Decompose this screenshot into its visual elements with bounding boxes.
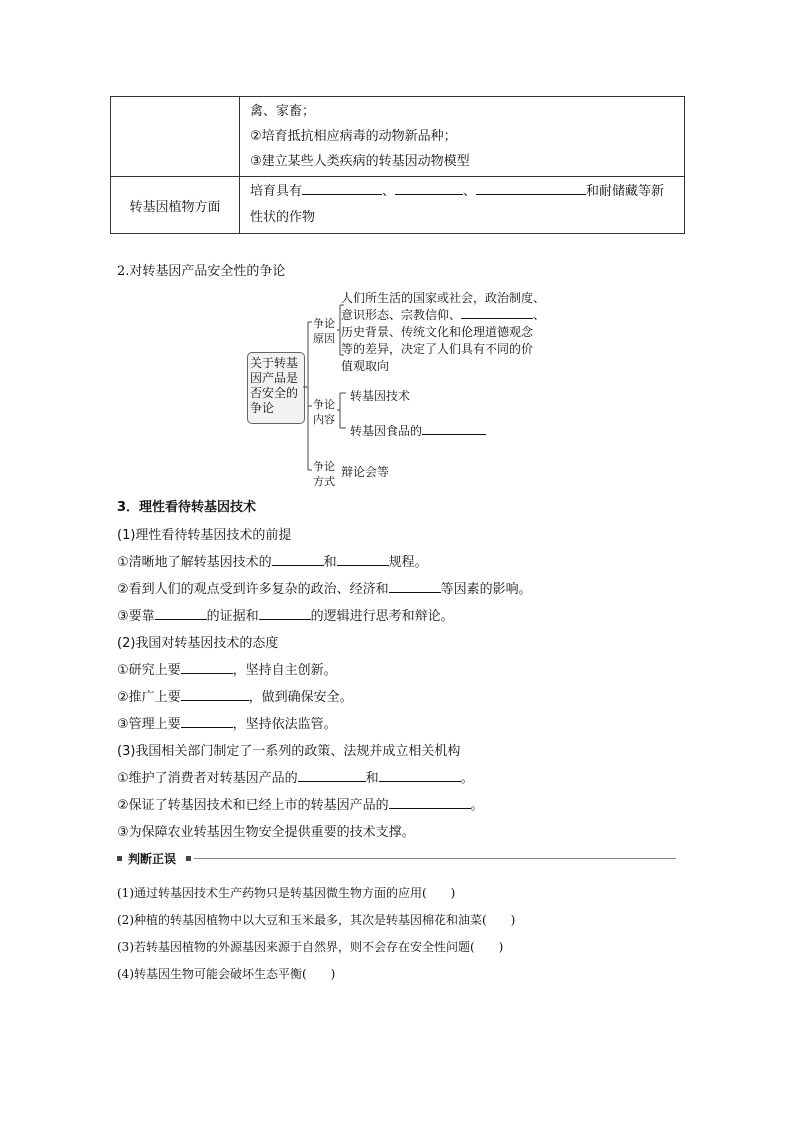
branch-label-method — [313, 459, 335, 489]
text: ②保证了转基因技术和已经上市的转基因产品的 — [117, 798, 389, 813]
text: 转基因食品的 — [350, 424, 423, 438]
text: ②看到人们的观点受到许多复杂的政治、经济和 — [117, 582, 389, 597]
text-line — [117, 794, 484, 813]
text-line: ③为保障农业转基因生物安全提供重要的技术支撑。 — [117, 825, 415, 840]
label-line: 原因 — [313, 332, 335, 345]
answer-blank — [422, 423, 486, 435]
answer-blank — [181, 686, 249, 701]
text: 。 — [460, 771, 474, 786]
content-item: 转基因技术 — [350, 389, 411, 403]
branch-label-reason — [313, 316, 335, 346]
text: ，坚持依法监管。 — [232, 717, 337, 732]
table-text: ②培育抵抗相应病毒的动物新品种； — [250, 129, 457, 144]
answer-blank — [259, 605, 311, 620]
text: 的证据和 — [206, 609, 259, 624]
square-bullet-icon — [117, 856, 122, 861]
answer-blank — [337, 551, 389, 566]
sub-heading: (1)理性看待转基因技术的前提 — [117, 528, 292, 543]
answer-blank — [272, 551, 324, 566]
table-text-line — [250, 179, 684, 205]
text-line — [117, 686, 353, 705]
table-cell-content — [240, 97, 685, 177]
text: 。 — [470, 798, 484, 813]
table-row — [111, 97, 685, 177]
section-heading: 2.对转基因产品安全性的争论 — [117, 264, 286, 279]
answer-blank — [181, 713, 233, 728]
answer-blank — [389, 578, 441, 593]
table-row-label — [111, 177, 240, 234]
answer-blank — [476, 180, 586, 195]
center-bracket — [303, 322, 312, 470]
text: 等因素的影响。 — [440, 582, 532, 597]
table-cell-empty — [111, 97, 240, 177]
judge-title: 判断正误 — [128, 852, 177, 866]
label-line: 内容 — [313, 413, 335, 426]
text-line — [117, 767, 474, 786]
sub-heading: (2)我国对转基因技术的态度 — [117, 636, 279, 651]
text: 规程。 — [388, 555, 428, 570]
reason-line: 等的差异，决定了人们具有不同的价 — [341, 342, 534, 356]
answer-blank — [155, 605, 207, 620]
text-line — [117, 605, 454, 624]
center-line: 争论 — [250, 401, 275, 415]
table-row — [111, 177, 685, 234]
judge-item: (4)转基因生物可能会破坏生态平衡( ) — [117, 967, 336, 981]
text: ①清晰地了解转基因技术的 — [117, 555, 272, 570]
text: ①维护了消费者对转基因产品的 — [117, 771, 298, 786]
answer-blank — [379, 767, 461, 782]
answer-blank — [389, 794, 471, 809]
answer-blank — [302, 180, 382, 195]
text-line — [117, 659, 337, 678]
text: ③要靠 — [117, 609, 155, 624]
reason-line: 历史背景、传统文化和伦理道德观念 — [341, 325, 534, 339]
text: 、 — [382, 184, 396, 199]
center-line: 否安全的 — [250, 386, 299, 400]
center-line: 因产品是 — [250, 371, 299, 385]
answer-blank — [298, 767, 366, 782]
label-line: 方式 — [313, 475, 335, 488]
text: ，坚持自主创新。 — [232, 663, 337, 678]
judge-item: (2)种植的转基因植物中以大豆和玉米最多，其次是转基因棉花和油菜( ) — [117, 913, 516, 927]
text: 和 — [365, 771, 379, 786]
judge-item: (1)通过转基因技术生产药物只是转基因微生物方面的应用( ) — [117, 886, 456, 900]
text: 和 — [323, 555, 337, 570]
table-cell-content — [240, 177, 685, 234]
square-bullet-icon — [186, 856, 191, 861]
table-text: 禽、家畜； — [250, 104, 316, 119]
row-label: 转基因植物方面 — [129, 199, 221, 215]
reason-line: 人们所生活的国家或社会，政治制度、 — [341, 291, 546, 305]
sub-heading: (3)我国相关部门制定了一系列的政策、法规并成立相关机构 — [117, 744, 461, 759]
content-bracket — [337, 393, 346, 428]
label-line: 争论 — [313, 317, 335, 330]
center-label — [250, 356, 298, 416]
text: 意识形态、宗教信仰、 — [341, 308, 462, 322]
content-item — [350, 422, 486, 439]
text: ②推广上要 — [117, 690, 181, 705]
text-line — [117, 578, 532, 597]
info-table — [110, 96, 685, 234]
text: 和耐储藏等新 — [586, 184, 665, 199]
text-line — [117, 713, 337, 732]
label-line: 争论 — [313, 460, 335, 473]
text-line — [117, 551, 428, 570]
text: 的逻辑进行思考和辩论。 — [310, 609, 454, 624]
text: 、 — [463, 184, 477, 199]
label-line: 争论 — [313, 398, 335, 411]
judge-item: (3)若转基因植物的外源基因来源于自然界，则不会存在安全性问题( ) — [117, 940, 504, 954]
reason-line — [341, 307, 545, 324]
table-text: ③建立某些人类疾病的转基因动物模型 — [250, 154, 470, 169]
table-text: 性状的作物 — [250, 210, 316, 225]
section-heading: 3．理性看待转基因技术 — [117, 500, 257, 515]
reason-text — [341, 290, 545, 375]
text: ③管理上要 — [117, 717, 181, 732]
text: 、 — [533, 308, 546, 322]
center-line: 关于转基 — [250, 356, 299, 370]
method-item: 辩论会等 — [341, 465, 390, 479]
answer-blank — [395, 180, 463, 195]
text: ，做到确保安全。 — [248, 690, 353, 705]
text: ①研究上要 — [117, 663, 181, 678]
reason-line: 值观取向 — [341, 359, 390, 373]
divider — [194, 858, 676, 859]
text: 培育具有 — [250, 184, 303, 199]
answer-blank — [461, 307, 533, 319]
branch-label-content — [313, 397, 335, 427]
answer-blank — [181, 659, 233, 674]
